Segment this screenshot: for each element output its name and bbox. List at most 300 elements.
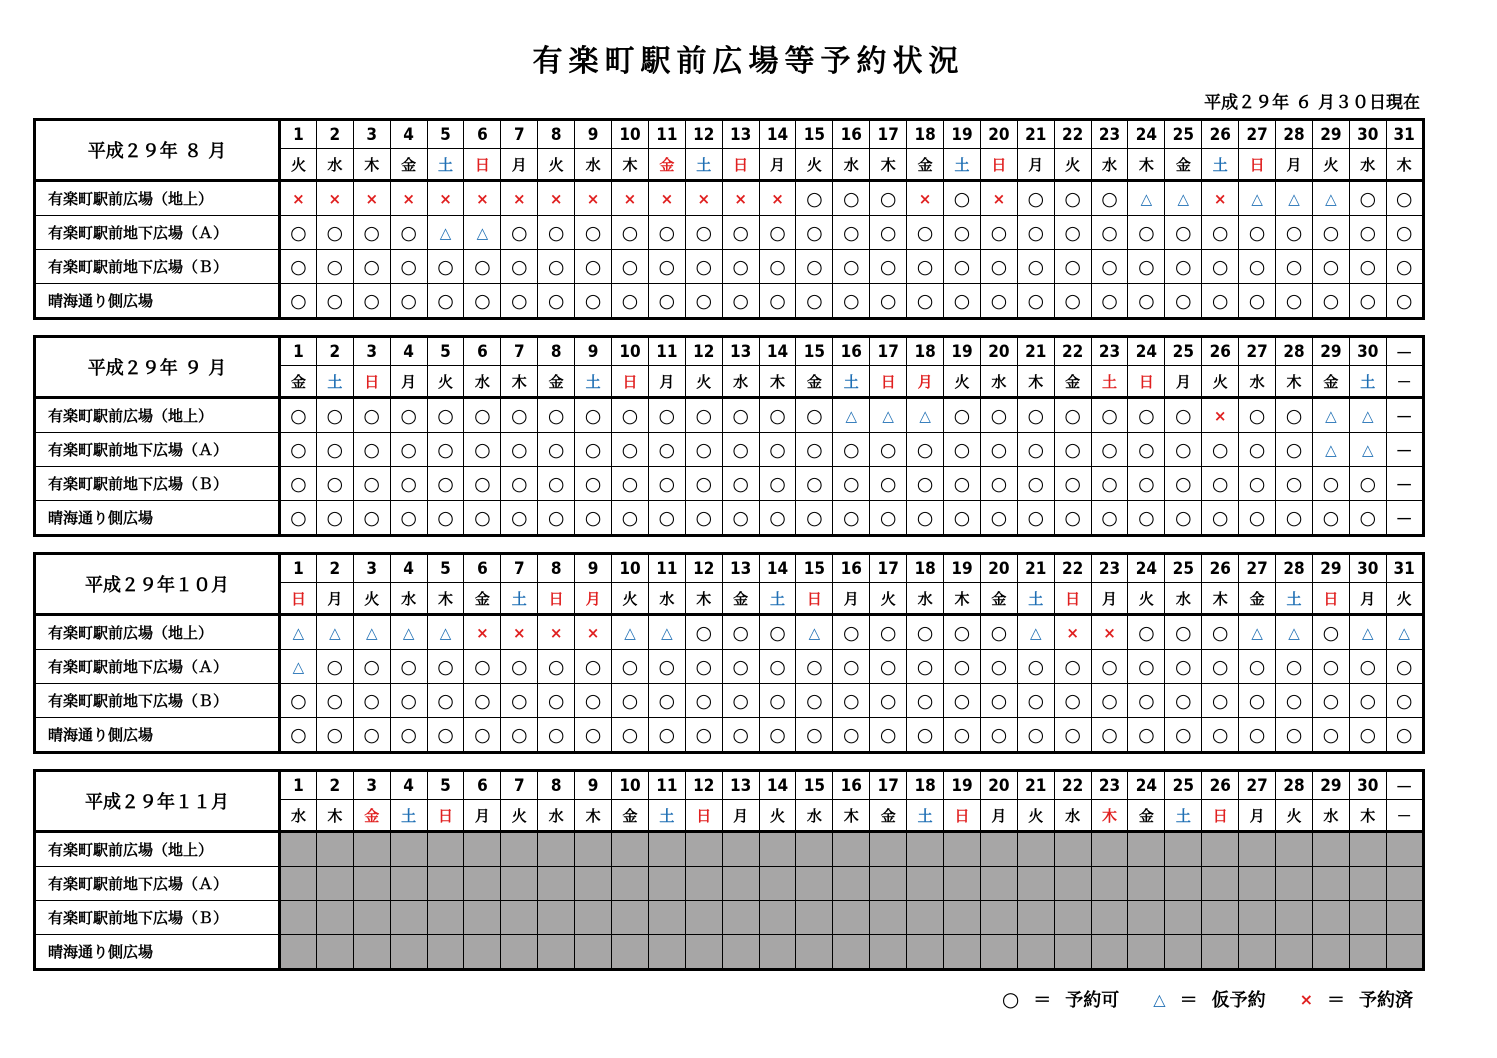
status-cell [538, 684, 575, 718]
circle-icon: ○ [621, 689, 639, 712]
status-cell [390, 216, 427, 250]
weekday: 木 [1276, 366, 1313, 398]
circle-icon: ○ [953, 221, 971, 244]
status-cell [980, 650, 1017, 684]
weekday: 火 [1312, 149, 1349, 181]
status-cell [353, 650, 390, 684]
circle-icon: ○ [1138, 723, 1155, 746]
status-cell [1349, 650, 1386, 684]
status-cell [1312, 718, 1349, 753]
circle-icon: ○ [290, 221, 307, 244]
status-cell [353, 718, 390, 753]
day-number: 11 [648, 337, 685, 366]
status-cell [1128, 650, 1165, 684]
month-header: 平成２９年 ８ 月 [35, 120, 280, 181]
circle-icon: ○ [400, 472, 417, 495]
circle-icon: ○ [290, 506, 307, 529]
weekday: 日 [612, 366, 649, 398]
status-cell [316, 501, 353, 536]
circle-icon: ○ [695, 506, 713, 529]
facility-row [35, 284, 1424, 319]
facility-label: 晴海通り側広場 [35, 501, 280, 536]
status-cell [833, 501, 870, 536]
day-number: 16 [833, 337, 870, 366]
circle-icon: ○ [363, 221, 381, 244]
circle-icon: ○ [1285, 221, 1303, 244]
unavailable-cell [648, 935, 685, 970]
weekday: 水 [722, 366, 759, 398]
circle-icon: ○ [1359, 472, 1377, 495]
status-cell [1276, 250, 1313, 284]
facility-label: 晴海通り側広場 [35, 935, 280, 970]
status-cell [612, 284, 649, 319]
status-cell [870, 467, 907, 501]
day-number: － [1386, 771, 1423, 800]
status-cell [870, 684, 907, 718]
circle-icon: ○ [363, 689, 381, 712]
day-number: 3 [353, 337, 390, 366]
status-cell [427, 250, 464, 284]
status-cell [390, 433, 427, 467]
status-cell [575, 467, 612, 501]
unavailable-cell [685, 935, 722, 970]
circle-icon: ○ [843, 723, 860, 746]
unavailable-cell [1312, 832, 1349, 867]
status-cell [1017, 467, 1054, 501]
circle-icon: ○ [806, 689, 823, 712]
unavailable-cell [1239, 867, 1276, 901]
weekday: 月 [1239, 800, 1276, 832]
facility-row [35, 718, 1424, 753]
day-number: 15 [796, 771, 833, 800]
status-cell [1128, 216, 1165, 250]
circle-icon: ○ [547, 506, 565, 529]
weekday: 金 [907, 149, 944, 181]
circle-icon: ○ [400, 438, 417, 461]
status-cell [1165, 284, 1202, 319]
status-cell [870, 718, 907, 753]
weekday: 火 [538, 149, 575, 181]
status-cell [280, 650, 317, 684]
status-cell [833, 250, 870, 284]
weekday: 木 [612, 149, 649, 181]
unavailable-cell [1202, 867, 1239, 901]
status-cell [1276, 718, 1313, 753]
status-cell [1054, 615, 1091, 650]
status-cell [612, 650, 649, 684]
circle-icon: ○ [916, 621, 934, 644]
status-cell [1202, 250, 1239, 284]
status-cell [1017, 615, 1054, 650]
status-cell [1312, 284, 1349, 319]
cross-icon: × [476, 623, 489, 642]
circle-icon: ○ [1359, 289, 1377, 312]
status-cell [944, 650, 981, 684]
circle-icon: ○ [953, 404, 971, 427]
circle-icon: ○ [584, 472, 602, 495]
status-cell [722, 650, 759, 684]
status-cell [796, 615, 833, 650]
circle-icon: ○ [326, 472, 344, 495]
circle-icon: ○ [732, 506, 749, 529]
facility-row [35, 832, 1424, 867]
status-cell [1312, 615, 1349, 650]
unavailable-cell [833, 832, 870, 867]
status-cell [980, 181, 1017, 216]
unavailable-cell [1386, 867, 1423, 901]
circle-icon: ○ [1064, 187, 1081, 210]
circle-icon: ○ [510, 472, 528, 495]
circle-icon: ○ [1101, 404, 1118, 427]
day-number: 28 [1276, 120, 1313, 149]
circle-icon: ○ [1248, 689, 1266, 712]
status-cell [427, 615, 464, 650]
weekday: 日 [427, 800, 464, 832]
unavailable-cell [1312, 901, 1349, 935]
status-cell [944, 433, 981, 467]
circle-icon: ○ [363, 404, 381, 427]
status-cell [1276, 181, 1313, 216]
weekday: 水 [390, 583, 427, 615]
circle-icon: ○ [953, 655, 971, 678]
status-cell [722, 398, 759, 433]
circle-icon: ○ [621, 289, 639, 312]
circle-icon: ○ [658, 221, 676, 244]
unavailable-cell [1054, 867, 1091, 901]
weekday: 火 [612, 583, 649, 615]
day-number: 25 [1165, 120, 1202, 149]
unavailable-cell [1312, 867, 1349, 901]
status-cell [575, 398, 612, 433]
circle-icon: ○ [1322, 689, 1340, 712]
weekday: 土 [427, 149, 464, 181]
unavailable-cell [1091, 832, 1128, 867]
unavailable-cell [501, 867, 538, 901]
circle-icon: ○ [843, 472, 860, 495]
status-cell [1091, 181, 1128, 216]
circle-icon: ○ [658, 723, 676, 746]
status-cell [575, 284, 612, 319]
status-cell [390, 615, 427, 650]
unavailable-cell [870, 832, 907, 867]
circle-icon: ○ [1395, 221, 1413, 244]
status-cell [1312, 181, 1349, 216]
status-cell [501, 684, 538, 718]
status-cell [464, 181, 501, 216]
unavailable-cell [538, 901, 575, 935]
weekday: 金 [390, 149, 427, 181]
circle-icon: ○ [1322, 655, 1340, 678]
facility-row [35, 615, 1424, 650]
circle-icon: ○ [1395, 187, 1413, 210]
weekday: 火 [1054, 149, 1091, 181]
status-cell [833, 398, 870, 433]
status-cell [316, 467, 353, 501]
legend-item-booked [1300, 986, 1413, 1012]
triangle-icon: △ [292, 657, 305, 676]
day-number: 4 [390, 337, 427, 366]
status-cell [1165, 684, 1202, 718]
status-cell [316, 615, 353, 650]
triangle-icon: △ [1153, 989, 1166, 1009]
weekday: 金 [1165, 149, 1202, 181]
circle-icon: ○ [400, 655, 417, 678]
status-cell [907, 181, 944, 216]
unavailable-cell [316, 901, 353, 935]
circle-icon: ○ [1027, 472, 1045, 495]
circle-icon: ○ [1322, 723, 1340, 746]
circle-icon: ○ [1064, 289, 1081, 312]
status-cell [1202, 216, 1239, 250]
circle-icon: ○ [879, 289, 897, 312]
circle-icon: ○ [1322, 255, 1340, 278]
status-cell [833, 615, 870, 650]
day-number: 8 [538, 120, 575, 149]
status-cell [648, 250, 685, 284]
day-number: 13 [722, 554, 759, 583]
status-cell [575, 216, 612, 250]
circle-icon: ○ [326, 689, 344, 712]
status-cell [796, 684, 833, 718]
status-cell [1239, 467, 1276, 501]
unavailable-cell [1017, 832, 1054, 867]
status-cell [1276, 216, 1313, 250]
day-number: 6 [464, 120, 501, 149]
status-cell [1202, 398, 1239, 433]
status-cell [1165, 718, 1202, 753]
circle-icon: ○ [879, 506, 897, 529]
weekday: 土 [759, 583, 796, 615]
circle-icon: ○ [1285, 438, 1303, 461]
triangle-icon: △ [1362, 440, 1374, 459]
weekday: 月 [833, 583, 870, 615]
circle-icon: ○ [547, 723, 565, 746]
circle-icon: ○ [510, 289, 528, 312]
circle-icon: ○ [1175, 655, 1192, 678]
reservation-table [33, 769, 1425, 971]
circle-icon: ○ [806, 506, 823, 529]
day-number: 14 [759, 771, 796, 800]
day-number: 14 [759, 120, 796, 149]
day-number: 23 [1091, 771, 1128, 800]
status-cell [280, 615, 317, 650]
day-number: 27 [1239, 771, 1276, 800]
status-cell [759, 216, 796, 250]
unavailable-cell [1239, 901, 1276, 935]
status-cell [464, 718, 501, 753]
status-cell [464, 615, 501, 650]
status-cell [1202, 684, 1239, 718]
status-cell [1239, 718, 1276, 753]
circle-icon: ○ [769, 655, 786, 678]
circle-icon: ○ [695, 723, 713, 746]
day-number: 17 [870, 771, 907, 800]
weekday: 木 [1386, 149, 1423, 181]
circle-icon: ○ [547, 255, 565, 278]
weekday: 水 [980, 366, 1017, 398]
weekday: 月 [1349, 583, 1386, 615]
circle-icon: ○ [510, 689, 528, 712]
circle-icon: ○ [1359, 187, 1377, 210]
circle-icon: ○ [510, 255, 528, 278]
day-number: 18 [907, 120, 944, 149]
unavailable-cell [1054, 901, 1091, 935]
day-number: 29 [1312, 120, 1349, 149]
day-number: 16 [833, 120, 870, 149]
status-cell [390, 181, 427, 216]
status-cell [612, 181, 649, 216]
status-cell [390, 718, 427, 753]
weekday: 土 [316, 366, 353, 398]
day-number: 30 [1349, 554, 1386, 583]
status-cell [1054, 216, 1091, 250]
weekday: 日 [980, 149, 1017, 181]
circle-icon: ○ [1322, 289, 1340, 312]
dash-icon: － [1395, 408, 1413, 428]
circle-icon: ○ [326, 255, 344, 278]
weekday: 水 [833, 149, 870, 181]
status-cell [1312, 250, 1349, 284]
status-cell [870, 216, 907, 250]
triangle-icon: △ [882, 406, 894, 425]
unavailable-cell [464, 901, 501, 935]
circle-icon: ○ [806, 472, 823, 495]
day-number: 27 [1239, 337, 1276, 366]
circle-icon: ○ [695, 255, 713, 278]
status-cell [538, 718, 575, 753]
facility-label: 有楽町駅前地下広場（Ａ） [35, 650, 280, 684]
circle-icon: ○ [1064, 655, 1081, 678]
status-cell [538, 615, 575, 650]
circle-icon: ○ [1101, 289, 1118, 312]
circle-icon: ○ [806, 289, 823, 312]
circle-icon: ○ [879, 723, 897, 746]
weekday: 木 [501, 366, 538, 398]
weekday: 土 [648, 800, 685, 832]
status-cell [316, 684, 353, 718]
status-cell [427, 718, 464, 753]
circle-icon: ○ [1101, 472, 1118, 495]
status-cell [427, 684, 464, 718]
circle-icon: ○ [1248, 506, 1266, 529]
status-cell [280, 433, 317, 467]
status-cell [796, 181, 833, 216]
circle-icon: ○ [732, 655, 749, 678]
day-number: 1 [280, 771, 317, 800]
unavailable-cell [870, 935, 907, 970]
status-cell [1017, 216, 1054, 250]
status-cell [1239, 615, 1276, 650]
circle-icon: ○ [1359, 506, 1377, 529]
cross-icon: × [549, 623, 563, 642]
unavailable-cell [1276, 867, 1313, 901]
status-cell [1386, 181, 1423, 216]
circle-icon: ○ [769, 255, 786, 278]
weekday: 木 [316, 800, 353, 832]
circle-icon: ○ [1175, 723, 1192, 746]
weekday: 水 [648, 583, 685, 615]
status-cell [612, 433, 649, 467]
circle-icon: ○ [584, 655, 602, 678]
legend [1002, 986, 1413, 1012]
circle-icon: ○ [1175, 404, 1192, 427]
status-cell [722, 684, 759, 718]
circle-icon: ○ [1211, 289, 1229, 312]
unavailable-cell [575, 901, 612, 935]
day-number: 11 [648, 554, 685, 583]
weekday: 土 [1091, 366, 1128, 398]
circle-icon: ○ [695, 289, 713, 312]
circle-icon: ○ [474, 289, 491, 312]
cross-icon: × [1213, 189, 1227, 208]
status-cell [1276, 615, 1313, 650]
status-cell [907, 615, 944, 650]
circle-icon: ○ [843, 289, 860, 312]
legend-equals: ＝ [1327, 990, 1345, 1011]
day-number: 2 [316, 120, 353, 149]
status-cell [1017, 684, 1054, 718]
status-cell [1202, 284, 1239, 319]
status-cell [501, 433, 538, 467]
status-cell [1017, 501, 1054, 536]
status-cell [1349, 181, 1386, 216]
circle-icon: ○ [916, 255, 934, 278]
status-cell [501, 284, 538, 319]
status-cell [390, 684, 427, 718]
status-cell [907, 216, 944, 250]
circle-icon: ○ [363, 438, 381, 461]
unavailable-cell [1128, 832, 1165, 867]
circle-icon: ○ [769, 506, 786, 529]
status-cell [612, 615, 649, 650]
circle-icon: ○ [621, 655, 639, 678]
circle-icon: ○ [769, 438, 786, 461]
circle-icon: ○ [843, 221, 860, 244]
weekday: 金 [1128, 800, 1165, 832]
month-block [33, 118, 1422, 320]
weekday: 金 [722, 583, 759, 615]
circle-icon: ○ [363, 655, 381, 678]
weekday: 火 [870, 583, 907, 615]
status-cell [1349, 501, 1386, 536]
status-cell [427, 398, 464, 433]
facility-row [35, 216, 1424, 250]
circle-icon: ○ [879, 187, 897, 210]
status-cell [796, 216, 833, 250]
weekday: 木 [685, 583, 722, 615]
facility-label: 有楽町駅前地下広場（Ａ） [35, 216, 280, 250]
triangle-icon: △ [808, 623, 821, 642]
cross-icon: × [918, 189, 932, 208]
weekday: 火 [1017, 800, 1054, 832]
unavailable-cell [280, 935, 317, 970]
status-cell [1386, 615, 1423, 650]
weekday: 日 [1054, 583, 1091, 615]
unavailable-cell [1202, 901, 1239, 935]
weekday: 木 [1017, 366, 1054, 398]
cross-icon: × [439, 189, 452, 208]
status-cell [980, 501, 1017, 536]
cross-icon: × [549, 189, 563, 208]
cross-icon: × [365, 189, 379, 208]
weekday: 火 [353, 583, 390, 615]
status-cell [833, 650, 870, 684]
weekday: 月 [648, 366, 685, 398]
status-cell [944, 615, 981, 650]
status-cell [501, 467, 538, 501]
circle-icon: ○ [1322, 506, 1340, 529]
unavailable-cell [1165, 935, 1202, 970]
